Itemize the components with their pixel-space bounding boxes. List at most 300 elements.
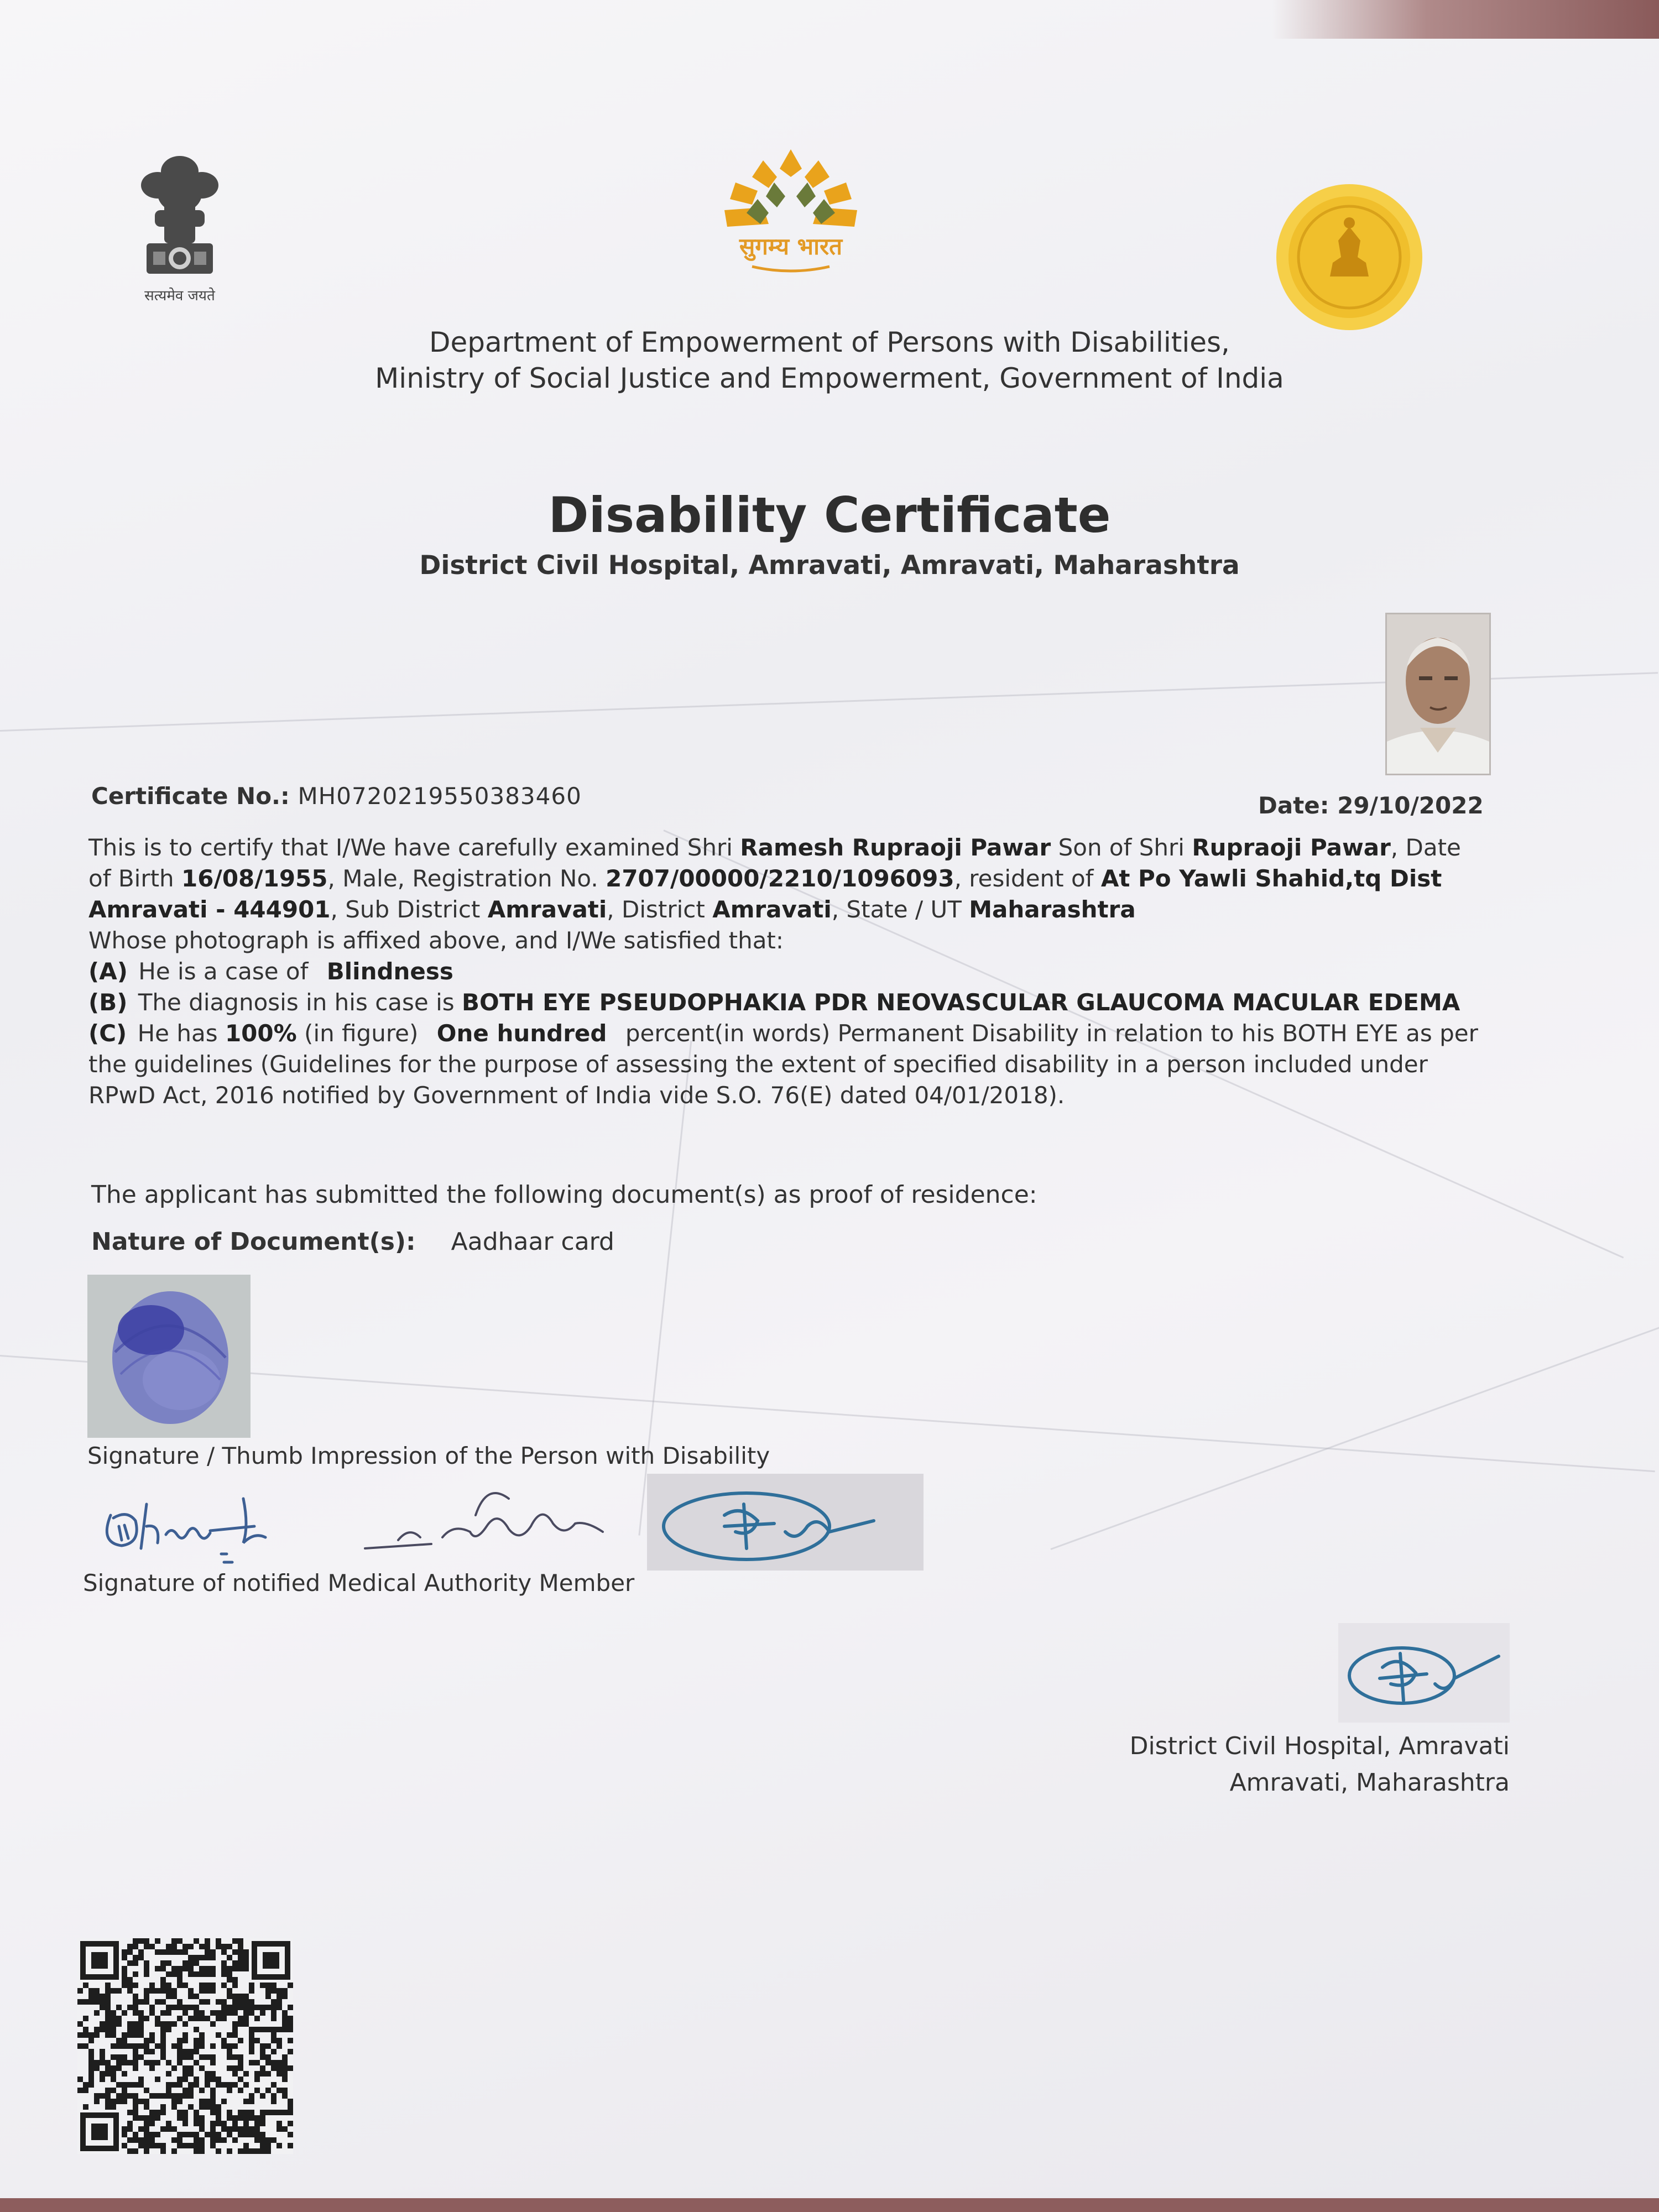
- qr-module: [171, 2021, 177, 2027]
- qr-module: [194, 2077, 199, 2082]
- qr-module: [265, 2148, 271, 2154]
- qr-module: [194, 1955, 199, 1960]
- qr-module: [271, 2137, 276, 2143]
- qr-module: [182, 2071, 188, 2077]
- qr-module: [227, 2115, 232, 2121]
- qr-module: [177, 1966, 182, 1971]
- qr-module: [216, 2077, 221, 2082]
- qr-module: [138, 2010, 144, 2016]
- qr-module: [238, 1949, 243, 1955]
- qr-module: [254, 2027, 260, 2032]
- qr-module: [149, 2010, 155, 2016]
- qr-module: [177, 2082, 182, 2088]
- qr-module: [199, 2032, 205, 2038]
- qr-module: [116, 2093, 122, 2099]
- medical-authority-caption: Signature of notified Medical Authority Member: [83, 1569, 635, 1597]
- body-line: the guidelines (Guidelines for the purpose of assessing the extent of specified disability in a person included under: [88, 1051, 1428, 1078]
- qr-module: [122, 2143, 127, 2148]
- qr-module: [105, 1983, 111, 1988]
- qr-module: [94, 1999, 100, 2005]
- qr-module: [177, 2038, 182, 2043]
- qr-module: [133, 2148, 138, 2154]
- qr-module: [105, 2016, 111, 2021]
- qr-module: [205, 1971, 210, 1977]
- qr-module: [111, 2104, 116, 2110]
- qr-module: [265, 2143, 271, 2148]
- qr-module: [282, 2060, 288, 2065]
- qr-module: [149, 2121, 155, 2126]
- qr-module: [199, 2143, 205, 2148]
- district: Amravati: [712, 896, 832, 923]
- qr-module: [265, 2110, 271, 2115]
- applicant-name: Ramesh Rupraoji Pawar: [740, 834, 1051, 861]
- qr-module: [83, 2027, 88, 2032]
- qr-module: [254, 2005, 260, 2010]
- qr-module: [116, 2005, 122, 2010]
- qr-module: [177, 2137, 182, 2143]
- qr-module: [127, 1944, 133, 1949]
- qr-module: [144, 1960, 149, 1966]
- qr-module: [205, 2077, 210, 2082]
- qr-module: [205, 2099, 210, 2104]
- qr-module: [232, 2032, 238, 2038]
- certification-body: [88, 832, 1493, 1111]
- qr-module: [216, 2110, 221, 2115]
- qr-module: [243, 2126, 249, 2132]
- qr-module: [144, 2088, 149, 2093]
- qr-module: [260, 2148, 265, 2154]
- qr-module: [100, 2093, 105, 2099]
- qr-module: [160, 2038, 166, 2043]
- qr-module: [227, 1966, 232, 1971]
- qr-module: [144, 2126, 149, 2132]
- qr-module: [177, 1983, 182, 1988]
- qr-module: [105, 2104, 111, 2110]
- qr-module: [160, 1960, 166, 1966]
- qr-module: [122, 2060, 127, 2065]
- qr-module: [94, 2027, 100, 2032]
- qr-module: [105, 1999, 111, 2005]
- qr-module: [188, 1994, 194, 1999]
- qr-module: [149, 2132, 155, 2137]
- qr-module: [182, 1983, 188, 1988]
- qr-module: [160, 1983, 166, 1988]
- qr-module: [166, 2082, 171, 2088]
- qr-module: [282, 2093, 288, 2099]
- qr-module: [100, 2054, 105, 2060]
- qr-module: [210, 1983, 216, 1988]
- qr-module: [288, 2099, 293, 2104]
- qr-module: [227, 1971, 232, 1977]
- qr-module: [133, 2021, 138, 2027]
- qr-module: [177, 2077, 182, 2082]
- qr-module: [122, 2043, 127, 2049]
- qr-module: [243, 2121, 249, 2126]
- qr-module: [171, 1994, 177, 1999]
- qr-module: [127, 2027, 133, 2032]
- qr-module: [182, 1949, 188, 1955]
- clause-b: (B) The diagnosis in his case is BOTH EYE PSEUDOPHAKIA PDR NEOVASCULAR GLAUCOMA MACULAR EDEMA: [88, 989, 1460, 1016]
- qr-module: [243, 2082, 249, 2088]
- qr-module: [133, 2054, 138, 2060]
- qr-module: [133, 1944, 138, 1949]
- qr-module: [138, 2043, 144, 2049]
- qr-module: [205, 1938, 210, 1944]
- qr-module: [149, 2137, 155, 2143]
- background-edge-bottom: [0, 2198, 1659, 2212]
- qr-module: [210, 2010, 216, 2016]
- qr-module: [221, 1999, 227, 2005]
- qr-module: [254, 2115, 260, 2121]
- qr-module: [160, 2043, 166, 2049]
- qr-module: [149, 1944, 155, 1949]
- qr-module: [111, 2021, 116, 2027]
- qr-module: [205, 2054, 210, 2060]
- qr-module: [194, 1960, 199, 1966]
- qr-module: [271, 2093, 276, 2099]
- qr-module: [188, 2065, 194, 2071]
- qr-module: [288, 2065, 293, 2071]
- qr-module: [216, 1999, 221, 2005]
- qr-module: [155, 2132, 160, 2137]
- qr-module: [249, 2049, 254, 2054]
- qr-module: [138, 2126, 144, 2132]
- qr-module: [188, 2082, 194, 2088]
- qr-module: [249, 1999, 254, 2005]
- qr-module: [282, 2065, 288, 2071]
- disability-percent-words: One hundred: [436, 1020, 607, 1047]
- qr-module: [127, 1949, 133, 1955]
- qr-module: [138, 2082, 144, 2088]
- qr-module: [227, 2032, 232, 2038]
- qr-module: [227, 2054, 232, 2060]
- qr-module: [127, 2126, 133, 2132]
- hospital-line-1: District Civil Hospital, Amravati: [1129, 1732, 1510, 1760]
- qr-module: [194, 1994, 199, 1999]
- qr-module: [88, 2060, 94, 2065]
- qr-module: [276, 2065, 282, 2071]
- address: At Po Yawli Shahid,tq Dist: [1100, 865, 1442, 892]
- qr-module: [232, 2027, 238, 2032]
- qr-module: [238, 2115, 243, 2121]
- qr-module: [188, 1944, 194, 1949]
- qr-module: [194, 1971, 199, 1977]
- qr-module: [100, 2060, 105, 2065]
- qr-module: [227, 1988, 232, 1994]
- qr-module: [194, 2027, 199, 2032]
- qr-module: [249, 1988, 254, 1994]
- qr-module: [149, 2049, 155, 2054]
- qr-module: [171, 2065, 177, 2071]
- qr-module: [155, 2110, 160, 2115]
- qr-module: [260, 1983, 265, 1988]
- qr-module: [83, 2032, 88, 2038]
- qr-module: [216, 1944, 221, 1949]
- qr-module: [210, 2110, 216, 2115]
- qr-module: [216, 2016, 221, 2021]
- qr-module: [182, 2143, 188, 2148]
- qr-module: [138, 2077, 144, 2082]
- qr-module: [116, 2016, 122, 2021]
- qr-module: [144, 1971, 149, 1977]
- qr-module: [210, 1971, 216, 1977]
- qr-module: [166, 2005, 171, 2010]
- qr-module: [122, 2071, 127, 2077]
- qr-module: [194, 2137, 199, 2143]
- residence-proof-text: The applicant has submitted the following document(s) as proof of residence:: [91, 1181, 1037, 1209]
- qr-module: [254, 2132, 260, 2137]
- qr-module: [238, 2148, 243, 2154]
- qr-module: [271, 2110, 276, 2115]
- qr-module: [160, 2010, 166, 2016]
- qr-module: [249, 2010, 254, 2016]
- qr-module: [177, 2054, 182, 2060]
- qr-module: [127, 1960, 133, 1966]
- qr-module: [199, 2016, 205, 2021]
- qr-module: [288, 2016, 293, 2021]
- qr-module: [238, 1938, 243, 1944]
- hospital-block: [940, 1728, 1510, 1801]
- qr-module: [205, 1944, 210, 1949]
- qr-module: [144, 2137, 149, 2143]
- qr-module: [177, 2049, 182, 2054]
- background-edge: [1272, 0, 1659, 39]
- qr-module: [182, 2038, 188, 2043]
- qr-module: [116, 1988, 122, 1994]
- qr-module: [199, 1955, 205, 1960]
- diagnosis: BOTH EYE PSEUDOPHAKIA PDR NEOVASCULAR GLAUCOMA MACULAR EDEMA: [462, 989, 1460, 1016]
- qr-module: [182, 2110, 188, 2115]
- qr-module: [260, 2143, 265, 2148]
- qr-module: [122, 2010, 127, 2016]
- qr-module: [155, 1966, 160, 1971]
- qr-module: [210, 2143, 216, 2148]
- qr-module: [282, 2126, 288, 2132]
- qr-module: [88, 2065, 94, 2071]
- qr-module: [182, 2005, 188, 2010]
- qr-module: [210, 2071, 216, 2077]
- qr-module: [260, 2065, 265, 2071]
- qr-module: [138, 2027, 144, 2032]
- qr-module: [83, 2104, 88, 2110]
- qr-module: [216, 2010, 221, 2016]
- qr-module: [155, 2093, 160, 2099]
- qr-module: [88, 2071, 94, 2077]
- qr-module: [182, 2115, 188, 2121]
- qr-module: [271, 2016, 276, 2021]
- qr-module: [271, 2038, 276, 2043]
- qr-module: [160, 1966, 166, 1971]
- qr-module: [232, 2121, 238, 2126]
- qr-module: [122, 2054, 127, 2060]
- qr-module: [194, 2143, 199, 2148]
- qr-module: [210, 2043, 216, 2049]
- qr-module: [182, 2021, 188, 2027]
- qr-module: [105, 2021, 111, 2027]
- date-of-birth: 16/08/1955: [181, 865, 328, 892]
- qr-module: [276, 1999, 282, 2005]
- qr-module: [133, 2099, 138, 2104]
- qr-module: [188, 2005, 194, 2010]
- qr-module: [160, 2027, 166, 2032]
- qr-module: [238, 2016, 243, 2021]
- qr-module: [149, 2115, 155, 2121]
- document-nature: Nature of Document(s): Aadhaar card: [91, 1228, 614, 1256]
- qr-module: [238, 2054, 243, 2060]
- qr-module: [232, 1949, 238, 1955]
- qr-module: [77, 2032, 83, 2038]
- qr-module: [127, 2148, 133, 2154]
- qr-module: [227, 2088, 232, 2093]
- qr-module: [243, 2099, 249, 2104]
- qr-module: [232, 1960, 238, 1966]
- qr-module: [243, 1999, 249, 2005]
- qr-module: [249, 2093, 254, 2099]
- qr-module: [182, 2132, 188, 2137]
- clause-a: (A) He is a case of Blindness: [88, 958, 453, 985]
- qr-module: [116, 2060, 122, 2065]
- qr-module: [194, 2038, 199, 2043]
- qr-module: [199, 2099, 205, 2104]
- qr-module: [254, 2077, 260, 2082]
- qr-module: [77, 2021, 83, 2027]
- qr-module: [271, 2060, 276, 2065]
- qr-module: [155, 1949, 160, 1955]
- qr-module: [232, 2005, 238, 2010]
- qr-module: [144, 2148, 149, 2154]
- qr-module: [210, 2077, 216, 2082]
- qr-module: [227, 2148, 232, 2154]
- qr-module: [100, 1994, 105, 1999]
- qr-module: [182, 2093, 188, 2099]
- qr-module: [182, 2010, 188, 2016]
- qr-module: [210, 1966, 216, 1971]
- qr-module: [249, 2027, 254, 2032]
- qr-module: [133, 2027, 138, 2032]
- qr-module: [243, 2071, 249, 2077]
- qr-module: [166, 2071, 171, 2077]
- qr-module: [105, 1988, 111, 1994]
- qr-module: [166, 2027, 171, 2032]
- qr-module: [205, 1983, 210, 1988]
- qr-module: [216, 2148, 221, 2154]
- qr-module: [276, 2110, 282, 2115]
- body-line: Amravati - 444901, Sub District Amravati, District Amravati, State / UT Maharashtra: [88, 896, 1136, 923]
- qr-module: [144, 2049, 149, 2054]
- qr-module: [116, 2038, 122, 2043]
- qr-module: [155, 1999, 160, 2005]
- qr-module: [194, 2043, 199, 2049]
- qr-module: [149, 2065, 155, 2071]
- qr-module: [144, 2099, 149, 2104]
- qr-module: [133, 2110, 138, 2115]
- qr-module: [105, 2005, 111, 2010]
- qr-module: [133, 1999, 138, 2005]
- qr-module: [194, 2148, 199, 2154]
- qr-module: [249, 2099, 254, 2104]
- qr-module: [238, 1944, 243, 1949]
- qr-module: [216, 2104, 221, 2110]
- qr-module: [271, 1999, 276, 2005]
- qr-module: [265, 2137, 271, 2143]
- qr-module: [138, 2115, 144, 2121]
- qr-module: [100, 2027, 105, 2032]
- qr-module: [205, 1999, 210, 2005]
- qr-module: [221, 2038, 227, 2043]
- qr-module: [227, 2126, 232, 2132]
- qr-module: [205, 1966, 210, 1971]
- qr-module: [199, 2121, 205, 2126]
- qr-module: [88, 1999, 94, 2005]
- qr-module: [188, 2016, 194, 2021]
- qr-module: [182, 2088, 188, 2093]
- qr-module: [265, 2060, 271, 2065]
- qr-module: [188, 2104, 194, 2110]
- qr-module: [133, 2010, 138, 2016]
- qr-module: [221, 2137, 227, 2143]
- qr-module: [133, 1994, 138, 1999]
- qr-module: [160, 2126, 166, 2132]
- qr-module: [288, 2132, 293, 2137]
- qr-module: [194, 2005, 199, 2010]
- qr-module: [182, 2065, 188, 2071]
- qr-module: [177, 2005, 182, 2010]
- qr-module: [221, 2099, 227, 2104]
- qr-module: [88, 2054, 94, 2060]
- qr-module: [227, 2082, 232, 2088]
- qr-module: [232, 1938, 238, 1944]
- qr-module: [83, 2082, 88, 2088]
- certificate-number: Certificate No.: MH0720219550383460: [91, 782, 582, 810]
- qr-module: [194, 2049, 199, 2054]
- qr-module: [116, 2043, 122, 2049]
- qr-module: [276, 2005, 282, 2010]
- medical-authority-signatures: [88, 1471, 929, 1582]
- qr-module: [144, 2016, 149, 2021]
- qr-module: [238, 2060, 243, 2065]
- qr-module: [232, 2115, 238, 2121]
- qr-module: [232, 2054, 238, 2060]
- qr-module: [271, 2065, 276, 2071]
- qr-module: [144, 2060, 149, 2065]
- qr-module: [238, 2005, 243, 2010]
- qr-module: [232, 1983, 238, 1988]
- qr-module: [282, 2077, 288, 2082]
- qr-module: [210, 2093, 216, 2099]
- qr-module: [282, 2021, 288, 2027]
- qr-module: [276, 2038, 282, 2043]
- qr-module: [171, 1949, 177, 1955]
- qr-module: [177, 2110, 182, 2115]
- qr-module: [288, 2049, 293, 2054]
- qr-module: [160, 1949, 166, 1955]
- qr-module: [276, 2071, 282, 2077]
- qr-module: [177, 2099, 182, 2104]
- qr-module: [166, 2126, 171, 2132]
- qr-module: [238, 1960, 243, 1966]
- qr-module: [77, 2077, 83, 2082]
- qr-module: [182, 1944, 188, 1949]
- qr-module: [216, 2082, 221, 2088]
- registration-number: 2707/00000/2210/1096093: [606, 865, 954, 892]
- qr-module: [122, 2126, 127, 2132]
- qr-module: [243, 1966, 249, 1971]
- qr-code[interactable]: [77, 1938, 293, 2154]
- qr-module: [105, 2010, 111, 2016]
- qr-module: [171, 2126, 177, 2132]
- qr-module: [205, 2104, 210, 2110]
- qr-module: [77, 1988, 83, 1994]
